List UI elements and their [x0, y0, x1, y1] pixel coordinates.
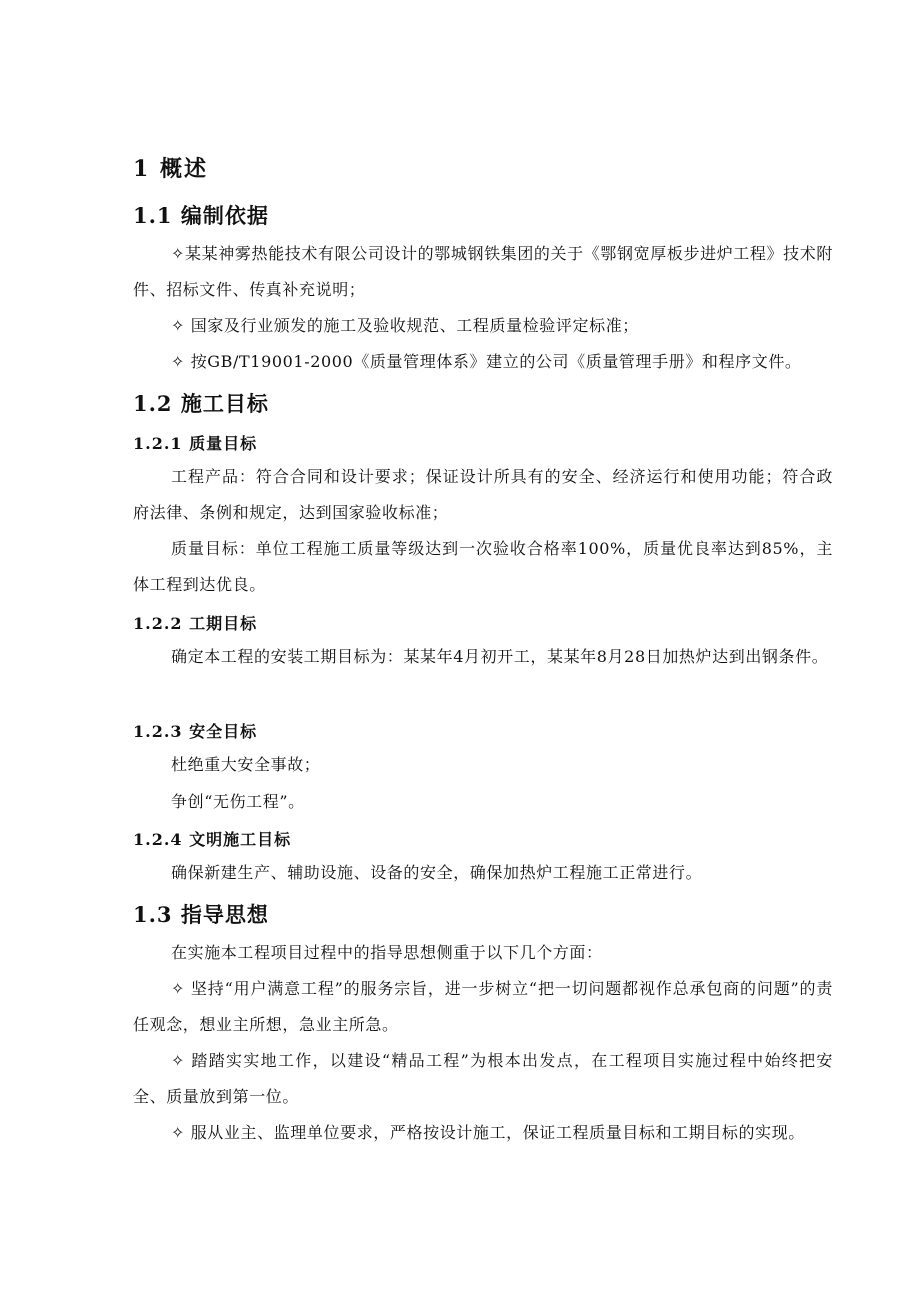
section-1-2-2-heading: 1.2.2 工期目标 [133, 614, 258, 633]
basis-item-2: ✧ 国家及行业颁发的施工及验收规范、工程质量检验评定标准； [171, 316, 639, 335]
section-1-2-3-heading: 1.2.3 安全目标 [133, 722, 258, 741]
quality-paragraph-1: 工程产品：符合合同和设计要求；保证设计所具有的安全、经济运行和使用功能；符合政府法律、条例和规定，达到国家验收标准； [133, 467, 833, 522]
safety-paragraph-1: 杜绝重大安全事故； [171, 755, 321, 774]
schedule-paragraph: 确定本工程的安装工期目标为：某某年4月初开工，某某年8月28日加热炉达到出钢条件。 [171, 647, 829, 666]
section-1-heading: 1 概述 [133, 156, 208, 182]
section-1-3-heading: 1.3 指导思想 [133, 902, 269, 927]
safety-paragraph-2: 争创“无伤工程”。 [171, 792, 305, 811]
guiding-item-3: ✧ 服从业主、监理单位要求，严格按设计施工，保证工程质量目标和工期目标的实现。 [171, 1123, 805, 1142]
guiding-item-2: ✧ 踏踏实实地工作，以建设“精品工程”为根本出发点，在工程项目实施过程中始终把安全、质量放到第一位。 [133, 1051, 833, 1106]
section-1-2-heading: 1.2 施工目标 [133, 391, 269, 416]
basis-item-1: ✧某某神雾热能技术有限公司设计的鄂城钢铁集团的关于《鄂钢宽厚板步进炉工程》技术附件、招标文件、传真补充说明； [133, 244, 833, 299]
section-1-2-4-heading: 1.2.4 文明施工目标 [133, 830, 292, 849]
section-1-2-1-heading: 1.2.1 质量目标 [133, 434, 258, 453]
basis-item-3: ✧ 按GB/T19001-2000《质量管理体系》建立的公司《质量管理手册》和程序文件。 [171, 352, 802, 371]
civilized-construction-paragraph: 确保新建生产、辅助设施、设备的安全，确保加热炉工程施工正常进行。 [171, 863, 703, 882]
guiding-intro: 在实施本工程项目过程中的指导思想侧重于以下几个方面： [171, 943, 603, 962]
quality-paragraph-2: 质量目标：单位工程施工质量等级达到一次验收合格率100%，质量优良率达到85%，主体工程到达优良。 [133, 539, 833, 594]
guiding-item-1: ✧ 坚持“用户满意工程”的服务宗旨，进一步树立“把一切问题都视作总承包商的问题”的责任观念，想业主所想，急业主所急。 [133, 979, 833, 1034]
section-1-1-heading: 1.1 编制依据 [133, 203, 269, 228]
